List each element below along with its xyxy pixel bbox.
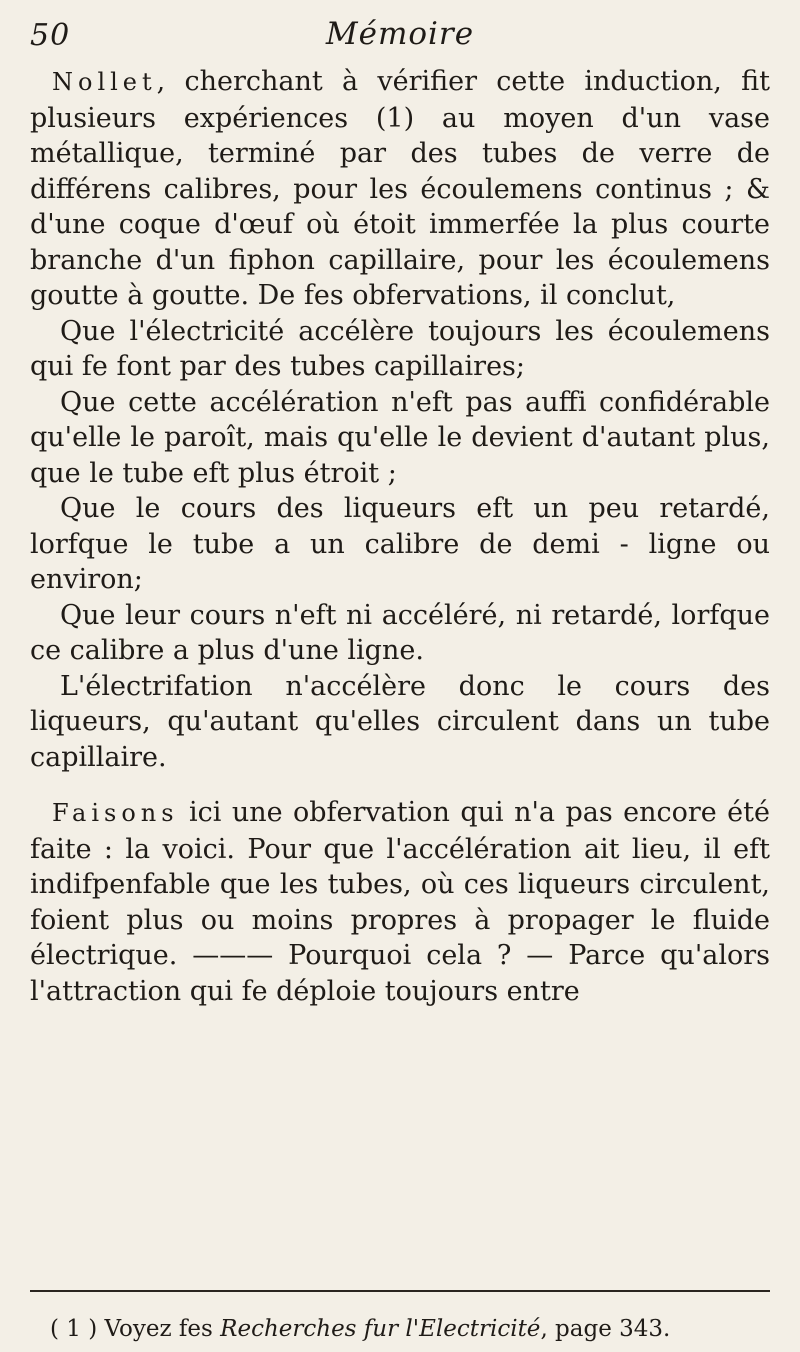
running-title: Mémoire xyxy=(325,16,475,52)
paragraph-text: , cherchant à vérifier cette induction, fit plusieurs expériences (1) au moyen d'un vase métallique, terminé par des tubes de verre de différens calibres, pour les écoulemens continus ; & d'une coque d'œuf où étoit immerfée la plus courte branche d'un fiphon capillaire, pour les écoulemens goutte à goutte. De fes obfervations, il conclut, xyxy=(30,66,770,311)
footnote xyxy=(50,1314,770,1344)
body-text xyxy=(30,64,770,1009)
paragraph-faisons xyxy=(30,795,770,1009)
paragraph-text: Que cette accélération n'eft pas auffi confidérable qu'elle le paroît, mais qu'elle le devient d'autant plus, que le tube eft plus étroit ; xyxy=(30,386,770,489)
book-page xyxy=(30,16,770,1342)
paragraph-lead: Nollet xyxy=(52,68,157,96)
paragraph-conclusion-3 xyxy=(30,491,770,598)
paragraph-conclusion-2 xyxy=(30,385,770,492)
paragraph-text: L'électrifation n'accélère donc le cours des liqueurs, qu'autant qu'elles circulent dans un tube capillaire. xyxy=(30,670,770,773)
paragraph-lead: Faisons xyxy=(52,799,179,827)
paragraph-conclusion-1 xyxy=(30,314,770,385)
page-number: 50 xyxy=(30,18,71,53)
paragraph-text: Que leur cours n'eft ni accéléré, ni retardé, lorfque ce calibre a plus d'une ligne. xyxy=(30,599,770,666)
paragraph-text: ici une obfervation qui n'a pas encore été faite : la voici. Pour que l'accélération ait lieu, il eft indifpenfable que les tubes, où ces liqueurs circulent, foient plus ou moins propres à propager le fluide électrique. ——— Pourquoi cela ? — Parce qu'alors l'attraction qui fe déploie toujours entre xyxy=(30,797,770,1007)
footnote-after: , page 343. xyxy=(540,1316,671,1342)
footnote-rule xyxy=(30,1290,770,1292)
footnote-before: Voyez fes xyxy=(104,1316,221,1342)
paragraph-summary xyxy=(30,669,770,776)
page-header xyxy=(30,16,770,62)
paragraph-text: Que le cours des liqueurs eft un peu retardé, lorfque le tube a un calibre de demi - ligne ou environ; xyxy=(30,493,770,595)
footnote-marker: ( 1 ) xyxy=(50,1316,98,1342)
paragraph-nollet xyxy=(30,64,770,314)
paragraph-text: Que l'électricité accélère toujours les écoulemens qui fe font par des tubes capillaires; xyxy=(30,315,770,382)
paragraph-conclusion-4 xyxy=(30,598,770,669)
footnote-title: Recherches fur l'Electricité xyxy=(220,1316,541,1342)
